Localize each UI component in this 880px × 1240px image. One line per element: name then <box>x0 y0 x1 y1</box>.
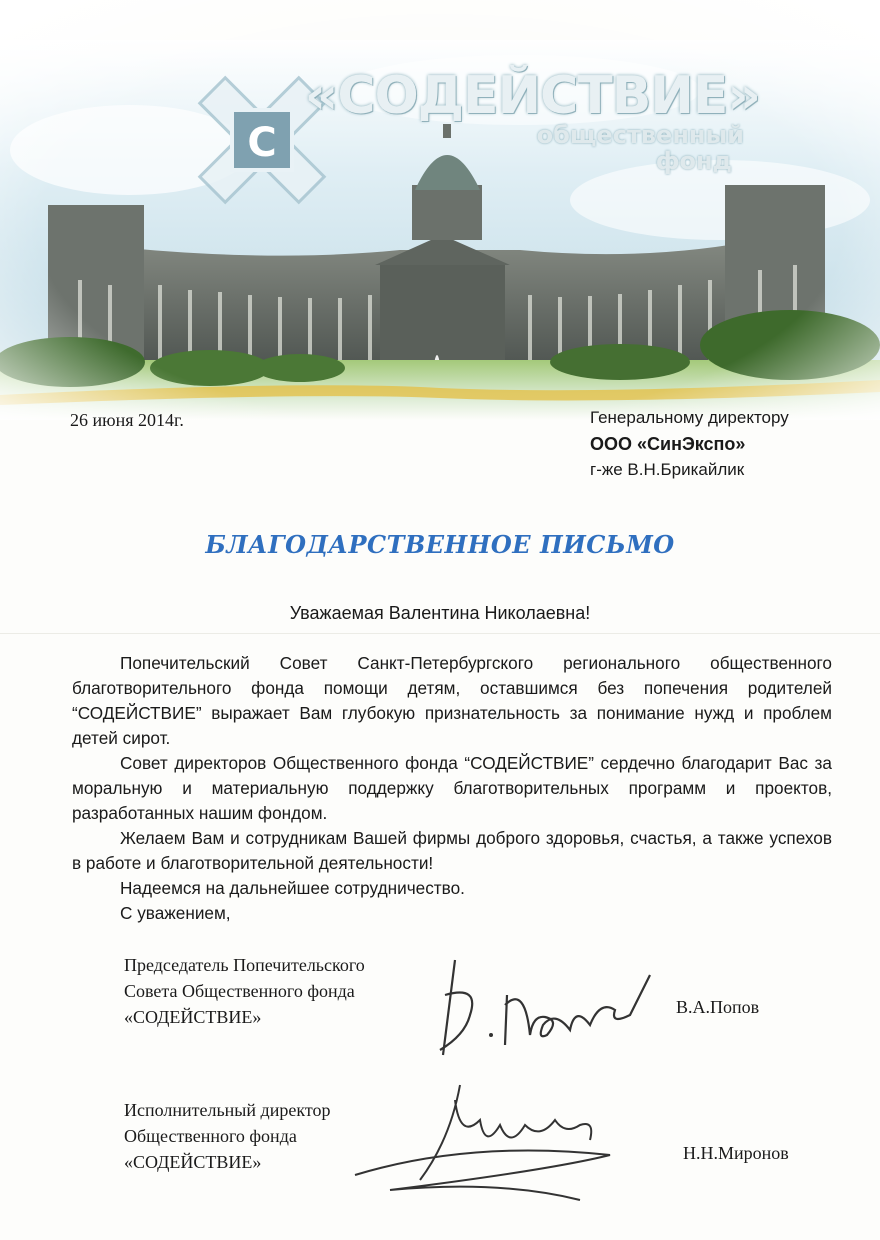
signatory-title-line: Совета Общественного фонда <box>124 981 355 1001</box>
paragraph-1: Попечительский Совет Санкт-Петербургского регионального общественного благотворительного фонда помощи детям, оставшимся без попечения родителей “СОДЕЙСТВИЕ” выражает Вам глубокую признательность за понимание нужд и проблем детей сирот. <box>72 653 832 748</box>
signature-popov <box>425 955 665 1065</box>
letter-body <box>72 651 832 926</box>
signatory-2-title <box>124 1097 330 1175</box>
letter-title: БЛАГОДАРСТВЕННОЕ ПИСЬМО <box>205 530 675 559</box>
foundation-name: «СОДЕЙСТВИЕ» <box>304 66 760 126</box>
addressee-position: Генеральному директору <box>590 408 789 427</box>
signatory-title-line: «СОДЕЙСТВИЕ» <box>124 1007 262 1027</box>
closing: С уважением, <box>120 903 231 923</box>
paper-fold-line <box>0 633 880 634</box>
signatory-2-name: Н.Н.Миронов <box>683 1143 789 1163</box>
letter-date: 26 июня 2014г. <box>70 410 184 430</box>
addressee-person: г-же В.Н.Брикайлик <box>590 460 745 479</box>
letter-greeting: Уважаемая Валентина Николаевна! <box>289 603 591 623</box>
paragraph-4: Надеемся на дальнейшее сотрудничество. <box>120 878 465 898</box>
foundation-brand <box>304 66 760 176</box>
addressee-company: ООО «СинЭкспо» <box>590 434 746 454</box>
paragraph-3: Желаем Вам и сотрудникам Вашей фирмы доброго здоровья, счастья, а также успехов в работе и благотворительной деятельности! <box>72 828 832 873</box>
paragraph-2: Совет директоров Общественного фонда “СОДЕЙСТВИЕ” сердечно благодарит Вас за моральную и материальную поддержку благотворительных программ и проектов, разработанных нашим фондом. <box>72 753 832 823</box>
signatory-1-name: В.А.Попов <box>676 997 760 1017</box>
signatory-1-title <box>124 952 365 1030</box>
signatory-title-line: Исполнительный директор <box>124 1100 331 1120</box>
foundation-subtitle: общественный <box>536 121 744 149</box>
signatory-title-line: Председатель Попечительского <box>124 955 365 975</box>
cathedral-illustration <box>0 0 880 420</box>
addressee-block <box>590 405 789 483</box>
letterhead-banner <box>0 0 880 420</box>
signatory-title-line: «СОДЕЙСТВИЕ» <box>124 1152 262 1172</box>
signature-mironov <box>350 1080 630 1205</box>
foundation-subtitle-2: фонд <box>655 147 732 176</box>
signatory-title-line: Общественного фонда <box>124 1126 297 1146</box>
